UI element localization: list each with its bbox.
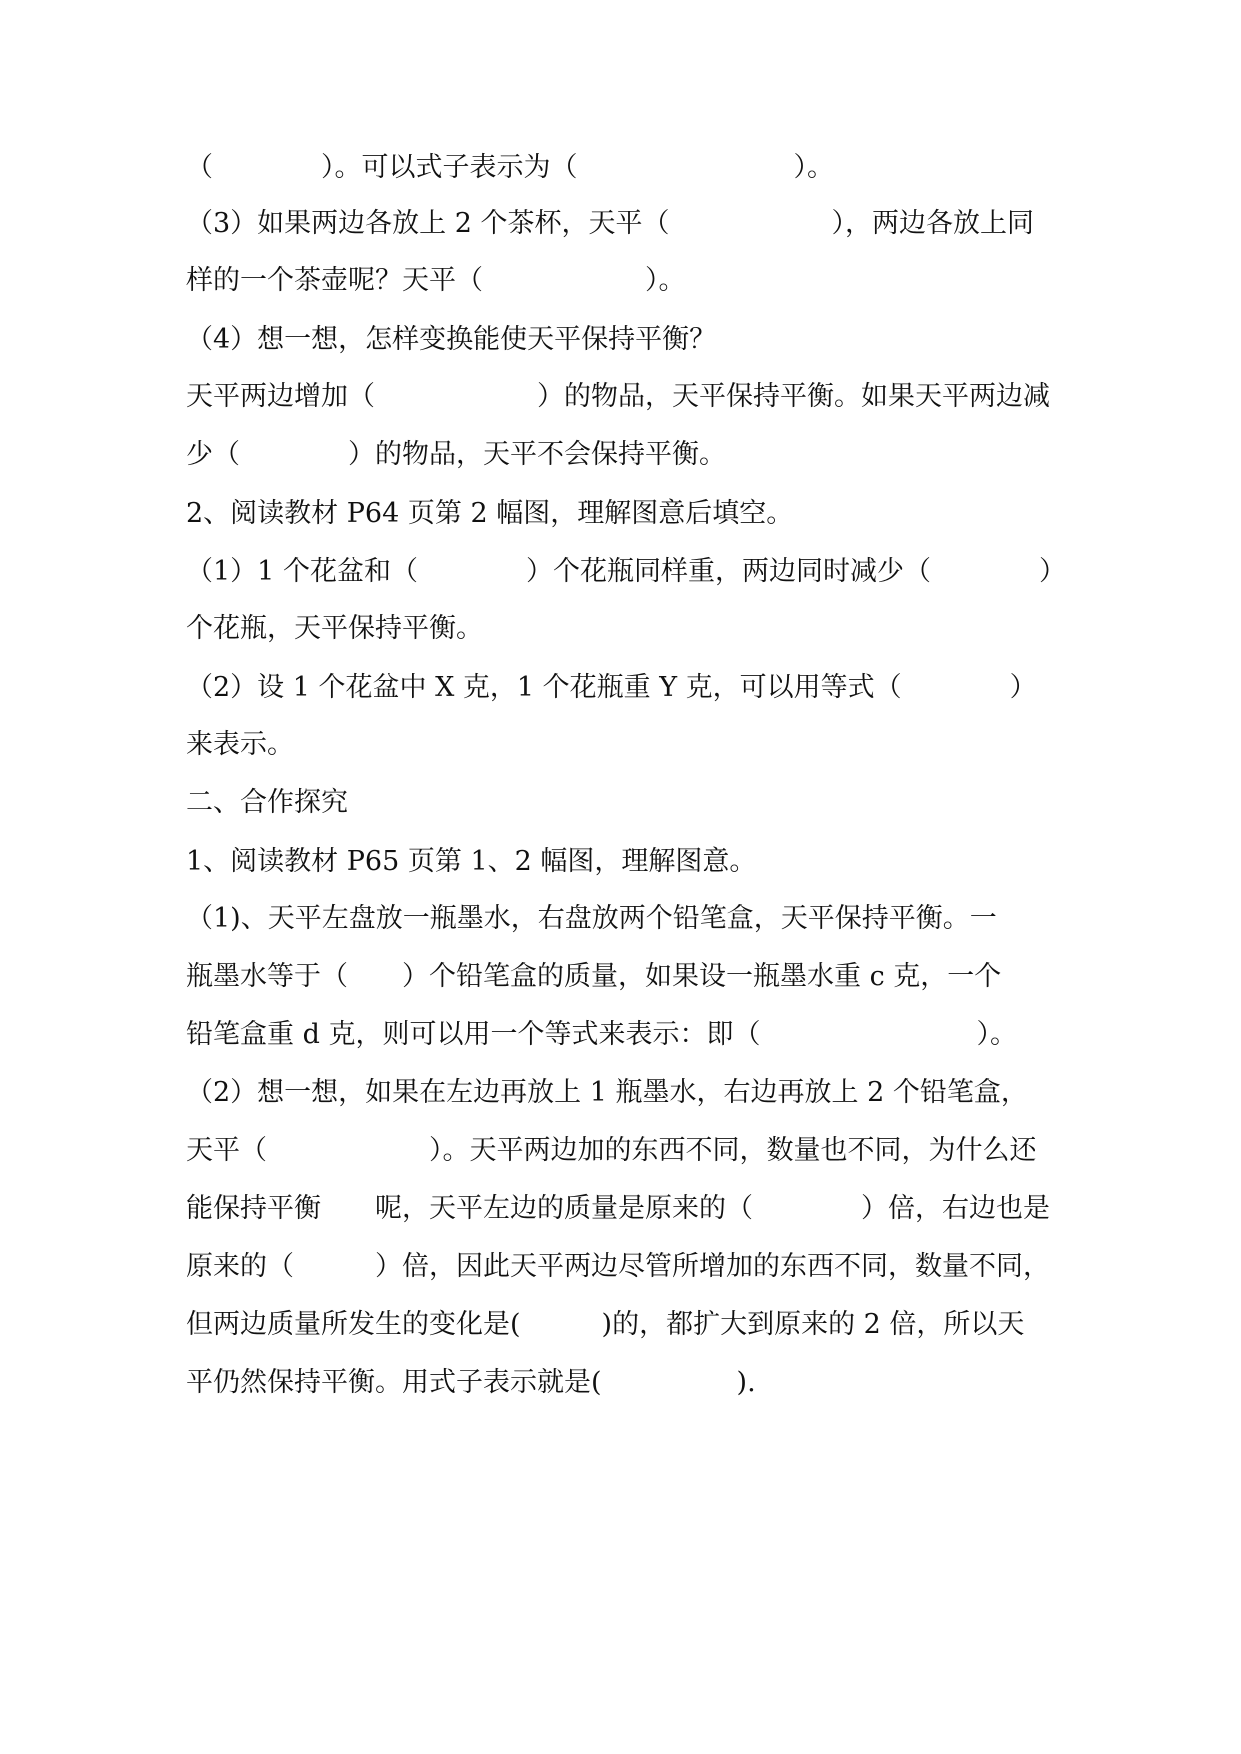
text-line: 但两边质量所发生的变化是( )的，都扩大到原来的 2 倍，所以天 bbox=[186, 1309, 1025, 1340]
text-line: （4）想一想，怎样变换能使天平保持平衡？ bbox=[186, 324, 717, 355]
text-line: 样的一个茶壶呢？天平（ ）。 bbox=[186, 265, 686, 296]
text-line: 来表示。 bbox=[186, 729, 294, 760]
text-line: 天平两边增加（ ）的物品，天平保持平衡。如果天平两边减 bbox=[186, 381, 1050, 412]
text-line: （1)、天平左盘放一瓶墨水，右盘放两个铅笔盒，天平保持平衡。一 bbox=[186, 903, 997, 934]
text-line: 平仍然保持平衡。用式子表示就是( ). bbox=[186, 1367, 756, 1398]
text-line: 2、阅读教材 P64 页第 2 幅图，理解图意后填空。 bbox=[186, 498, 794, 529]
text-line: 个花瓶，天平保持平衡。 bbox=[186, 613, 483, 644]
text-line: 能保持平衡 呢，天平左边的质量是原来的（ ）倍，右边也是 bbox=[186, 1193, 1050, 1224]
text-line: 1、阅读教材 P65 页第 1、2 幅图，理解图意。 bbox=[186, 846, 757, 877]
text-line: （1）1 个花盆和（ ）个花瓶同样重，两边同时减少（ ） bbox=[186, 556, 1066, 587]
text-line: （2）想一想，如果在左边再放上 1 瓶墨水，右边再放上 2 个铅笔盒， bbox=[186, 1077, 1028, 1108]
text-line: 少（ ）的物品，天平不会保持平衡。 bbox=[186, 439, 726, 470]
text-line: 原来的（ ）倍，因此天平两边尽管所增加的东西不同，数量不同， bbox=[186, 1251, 1050, 1282]
text-line: 瓶墨水等于（ ）个铅笔盒的质量，如果设一瓶墨水重 c 克，一个 bbox=[186, 961, 1002, 992]
text-line: 天平（ ）。天平两边加的东西不同，数量也不同，为什么还 bbox=[186, 1135, 1037, 1166]
text-line: （2）设 1 个花盆中 X 克，1 个花瓶重 Y 克，可以用等式（ ） bbox=[186, 672, 1037, 703]
text-line: （3）如果两边各放上 2 个茶杯，天平（ ），两边各放上同 bbox=[186, 208, 1035, 239]
section-heading: 二、合作探究 bbox=[186, 787, 348, 818]
text-line: （ ）。可以式子表示为（ ）。 bbox=[186, 152, 834, 183]
text-line: 铅笔盒重 d 克，则可以用一个等式来表示：即（ ）。 bbox=[186, 1019, 1017, 1050]
